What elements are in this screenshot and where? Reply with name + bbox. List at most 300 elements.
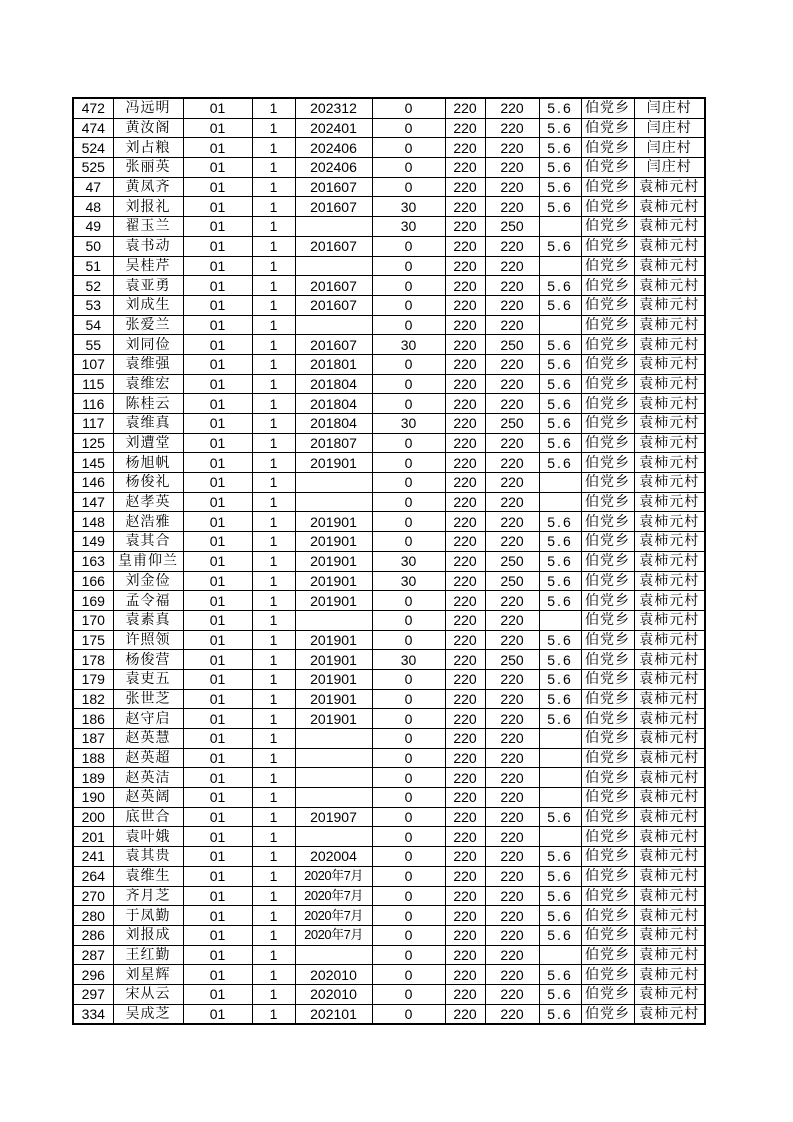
count-cell: 1 xyxy=(252,98,295,118)
date-cell xyxy=(295,256,372,276)
village-cell: 袁柿元村 xyxy=(634,807,705,827)
extra-cell: 0 xyxy=(372,118,445,138)
rate-cell: 5.6 xyxy=(539,650,581,670)
extra-cell: 0 xyxy=(372,984,445,1004)
extra-cell: 0 xyxy=(372,394,445,414)
name-cell: 杨旭帆 xyxy=(113,453,183,473)
table-row xyxy=(73,394,705,414)
township-cell: 伯党乡 xyxy=(581,98,634,118)
code-cell: 01 xyxy=(183,335,252,355)
village-cell: 袁柿元村 xyxy=(634,709,705,729)
village-cell: 闫庄村 xyxy=(634,98,705,118)
count-cell: 1 xyxy=(252,532,295,552)
rate-cell xyxy=(539,827,581,847)
table-row xyxy=(73,925,705,945)
name-cell: 袁其合 xyxy=(113,532,183,552)
count-cell: 1 xyxy=(252,158,295,178)
name-cell: 张丽英 xyxy=(113,158,183,178)
village-cell: 袁柿元村 xyxy=(634,591,705,611)
total-cell: 220 xyxy=(485,197,539,217)
date-cell: 202010 xyxy=(295,984,372,1004)
date-cell: 2020年7月 xyxy=(295,866,372,886)
base-cell: 220 xyxy=(445,118,485,138)
base-cell: 220 xyxy=(445,492,485,512)
code-cell: 01 xyxy=(183,788,252,808)
code-cell: 01 xyxy=(183,669,252,689)
village-cell: 袁柿元村 xyxy=(634,256,705,276)
name-cell: 陈桂云 xyxy=(113,394,183,414)
roster-table xyxy=(72,97,706,1025)
total-cell: 250 xyxy=(485,650,539,670)
total-cell: 220 xyxy=(485,138,539,158)
base-cell: 220 xyxy=(445,433,485,453)
total-cell: 220 xyxy=(485,512,539,532)
name-cell: 袁叶娥 xyxy=(113,827,183,847)
count-cell: 1 xyxy=(252,1004,295,1024)
village-cell: 袁柿元村 xyxy=(634,984,705,1004)
id-cell: 116 xyxy=(73,394,113,414)
extra-cell: 30 xyxy=(372,650,445,670)
table-row xyxy=(73,197,705,217)
count-cell: 1 xyxy=(252,295,295,315)
extra-cell: 0 xyxy=(372,256,445,276)
table-row xyxy=(73,118,705,138)
table-row xyxy=(73,571,705,591)
date-cell xyxy=(295,217,372,237)
id-cell: 182 xyxy=(73,689,113,709)
rate-cell: 5.6 xyxy=(539,1004,581,1024)
table-row xyxy=(73,591,705,611)
date-cell: 201607 xyxy=(295,295,372,315)
base-cell: 220 xyxy=(445,807,485,827)
name-cell: 黄汝阁 xyxy=(113,118,183,138)
base-cell: 220 xyxy=(445,925,485,945)
name-cell: 赵英超 xyxy=(113,748,183,768)
total-cell: 220 xyxy=(485,866,539,886)
total-cell: 220 xyxy=(485,965,539,985)
extra-cell: 30 xyxy=(372,197,445,217)
total-cell: 220 xyxy=(485,158,539,178)
base-cell: 220 xyxy=(445,689,485,709)
table-row xyxy=(73,886,705,906)
total-cell: 220 xyxy=(485,256,539,276)
total-cell: 220 xyxy=(485,689,539,709)
township-cell: 伯党乡 xyxy=(581,866,634,886)
table-row xyxy=(73,965,705,985)
date-cell: 201807 xyxy=(295,433,372,453)
date-cell xyxy=(295,827,372,847)
count-cell: 1 xyxy=(252,925,295,945)
id-cell: 189 xyxy=(73,768,113,788)
village-cell: 袁柿元村 xyxy=(634,866,705,886)
village-cell: 袁柿元村 xyxy=(634,492,705,512)
total-cell: 220 xyxy=(485,433,539,453)
code-cell: 01 xyxy=(183,453,252,473)
extra-cell: 0 xyxy=(372,532,445,552)
rate-cell xyxy=(539,729,581,749)
name-cell: 孟令福 xyxy=(113,591,183,611)
count-cell: 1 xyxy=(252,394,295,414)
rate-cell: 5.6 xyxy=(539,709,581,729)
code-cell: 01 xyxy=(183,1004,252,1024)
township-cell: 伯党乡 xyxy=(581,729,634,749)
base-cell: 220 xyxy=(445,768,485,788)
rate-cell: 5.6 xyxy=(539,847,581,867)
township-cell: 伯党乡 xyxy=(581,177,634,197)
date-cell: 201907 xyxy=(295,807,372,827)
extra-cell: 0 xyxy=(372,374,445,394)
id-cell: 179 xyxy=(73,669,113,689)
village-cell: 袁柿元村 xyxy=(634,197,705,217)
village-cell: 袁柿元村 xyxy=(634,886,705,906)
name-cell: 王红勤 xyxy=(113,945,183,965)
township-cell: 伯党乡 xyxy=(581,669,634,689)
base-cell: 220 xyxy=(445,709,485,729)
count-cell: 1 xyxy=(252,650,295,670)
id-cell: 145 xyxy=(73,453,113,473)
total-cell: 250 xyxy=(485,335,539,355)
code-cell: 01 xyxy=(183,236,252,256)
total-cell: 220 xyxy=(485,1004,539,1024)
code-cell: 01 xyxy=(183,886,252,906)
date-cell: 201607 xyxy=(295,197,372,217)
base-cell: 220 xyxy=(445,217,485,237)
village-cell: 袁柿元村 xyxy=(634,748,705,768)
total-cell: 220 xyxy=(485,374,539,394)
township-cell: 伯党乡 xyxy=(581,807,634,827)
village-cell: 袁柿元村 xyxy=(634,945,705,965)
total-cell: 220 xyxy=(485,709,539,729)
township-cell: 伯党乡 xyxy=(581,532,634,552)
table-row xyxy=(73,669,705,689)
rate-cell: 5.6 xyxy=(539,374,581,394)
total-cell: 220 xyxy=(485,118,539,138)
table-row xyxy=(73,689,705,709)
rate-cell: 5.6 xyxy=(539,925,581,945)
table-row xyxy=(73,866,705,886)
id-cell: 149 xyxy=(73,532,113,552)
village-cell: 袁柿元村 xyxy=(634,650,705,670)
name-cell: 许照领 xyxy=(113,630,183,650)
date-cell: 201801 xyxy=(295,354,372,374)
township-cell: 伯党乡 xyxy=(581,315,634,335)
extra-cell: 0 xyxy=(372,433,445,453)
rate-cell: 5.6 xyxy=(539,965,581,985)
id-cell: 190 xyxy=(73,788,113,808)
rate-cell xyxy=(539,473,581,493)
rate-cell: 5.6 xyxy=(539,236,581,256)
date-cell xyxy=(295,315,372,335)
id-cell: 334 xyxy=(73,1004,113,1024)
base-cell: 220 xyxy=(445,256,485,276)
rate-cell: 5.6 xyxy=(539,551,581,571)
name-cell: 袁维真 xyxy=(113,414,183,434)
extra-cell: 30 xyxy=(372,217,445,237)
extra-cell: 0 xyxy=(372,315,445,335)
rate-cell: 5.6 xyxy=(539,335,581,355)
village-cell: 袁柿元村 xyxy=(634,532,705,552)
code-cell: 01 xyxy=(183,591,252,611)
id-cell: 47 xyxy=(73,177,113,197)
township-cell: 伯党乡 xyxy=(581,1004,634,1024)
code-cell: 01 xyxy=(183,118,252,138)
name-cell: 吴桂芹 xyxy=(113,256,183,276)
name-cell: 袁书动 xyxy=(113,236,183,256)
rate-cell xyxy=(539,256,581,276)
township-cell: 伯党乡 xyxy=(581,414,634,434)
count-cell: 1 xyxy=(252,866,295,886)
extra-cell: 0 xyxy=(372,906,445,926)
extra-cell: 0 xyxy=(372,453,445,473)
name-cell: 张爱兰 xyxy=(113,315,183,335)
id-cell: 270 xyxy=(73,886,113,906)
total-cell: 220 xyxy=(485,453,539,473)
id-cell: 55 xyxy=(73,335,113,355)
id-cell: 54 xyxy=(73,315,113,335)
date-cell xyxy=(295,768,372,788)
id-cell: 200 xyxy=(73,807,113,827)
id-cell: 115 xyxy=(73,374,113,394)
total-cell: 220 xyxy=(485,532,539,552)
date-cell: 201901 xyxy=(295,630,372,650)
village-cell: 袁柿元村 xyxy=(634,847,705,867)
village-cell: 袁柿元村 xyxy=(634,827,705,847)
count-cell: 1 xyxy=(252,118,295,138)
extra-cell: 0 xyxy=(372,886,445,906)
total-cell: 220 xyxy=(485,473,539,493)
table-row xyxy=(73,729,705,749)
table-row xyxy=(73,414,705,434)
code-cell: 01 xyxy=(183,473,252,493)
name-cell: 赵浩雅 xyxy=(113,512,183,532)
id-cell: 188 xyxy=(73,748,113,768)
rate-cell: 5.6 xyxy=(539,276,581,296)
count-cell: 1 xyxy=(252,197,295,217)
code-cell: 01 xyxy=(183,807,252,827)
rate-cell xyxy=(539,610,581,630)
table-row xyxy=(73,748,705,768)
count-cell: 1 xyxy=(252,453,295,473)
total-cell: 220 xyxy=(485,945,539,965)
village-cell: 袁柿元村 xyxy=(634,630,705,650)
date-cell: 201804 xyxy=(295,394,372,414)
rate-cell: 5.6 xyxy=(539,807,581,827)
count-cell: 1 xyxy=(252,630,295,650)
total-cell: 220 xyxy=(485,630,539,650)
township-cell: 伯党乡 xyxy=(581,256,634,276)
table-row xyxy=(73,768,705,788)
name-cell: 张世芝 xyxy=(113,689,183,709)
village-cell: 袁柿元村 xyxy=(634,374,705,394)
code-cell: 01 xyxy=(183,197,252,217)
code-cell: 01 xyxy=(183,374,252,394)
total-cell: 220 xyxy=(485,827,539,847)
table-row xyxy=(73,473,705,493)
township-cell: 伯党乡 xyxy=(581,886,634,906)
total-cell: 220 xyxy=(485,984,539,1004)
date-cell: 201901 xyxy=(295,591,372,611)
total-cell: 220 xyxy=(485,847,539,867)
name-cell: 袁吏五 xyxy=(113,669,183,689)
total-cell: 220 xyxy=(485,886,539,906)
base-cell: 220 xyxy=(445,650,485,670)
code-cell: 01 xyxy=(183,866,252,886)
township-cell: 伯党乡 xyxy=(581,827,634,847)
name-cell: 吴成芝 xyxy=(113,1004,183,1024)
id-cell: 52 xyxy=(73,276,113,296)
village-cell: 袁柿元村 xyxy=(634,768,705,788)
table-row xyxy=(73,256,705,276)
extra-cell: 30 xyxy=(372,335,445,355)
total-cell: 220 xyxy=(485,236,539,256)
township-cell: 伯党乡 xyxy=(581,158,634,178)
township-cell: 伯党乡 xyxy=(581,335,634,355)
id-cell: 48 xyxy=(73,197,113,217)
code-cell: 01 xyxy=(183,610,252,630)
rate-cell: 5.6 xyxy=(539,394,581,414)
code-cell: 01 xyxy=(183,768,252,788)
extra-cell: 0 xyxy=(372,591,445,611)
code-cell: 01 xyxy=(183,512,252,532)
count-cell: 1 xyxy=(252,847,295,867)
township-cell: 伯党乡 xyxy=(581,571,634,591)
table-row xyxy=(73,335,705,355)
base-cell: 220 xyxy=(445,1004,485,1024)
extra-cell: 0 xyxy=(372,158,445,178)
date-cell xyxy=(295,492,372,512)
village-cell: 袁柿元村 xyxy=(634,729,705,749)
rate-cell xyxy=(539,217,581,237)
table-row xyxy=(73,177,705,197)
code-cell: 01 xyxy=(183,906,252,926)
base-cell: 220 xyxy=(445,335,485,355)
date-cell: 202101 xyxy=(295,1004,372,1024)
id-cell: 175 xyxy=(73,630,113,650)
township-cell: 伯党乡 xyxy=(581,965,634,985)
code-cell: 01 xyxy=(183,98,252,118)
name-cell: 宋从云 xyxy=(113,984,183,1004)
name-cell: 赵英洁 xyxy=(113,768,183,788)
id-cell: 178 xyxy=(73,650,113,670)
code-cell: 01 xyxy=(183,709,252,729)
rate-cell: 5.6 xyxy=(539,354,581,374)
township-cell: 伯党乡 xyxy=(581,453,634,473)
village-cell: 袁柿元村 xyxy=(634,354,705,374)
rate-cell: 5.6 xyxy=(539,177,581,197)
id-cell: 53 xyxy=(73,295,113,315)
extra-cell: 0 xyxy=(372,473,445,493)
township-cell: 伯党乡 xyxy=(581,689,634,709)
extra-cell: 0 xyxy=(372,768,445,788)
village-cell: 袁柿元村 xyxy=(634,610,705,630)
id-cell: 201 xyxy=(73,827,113,847)
township-cell: 伯党乡 xyxy=(581,945,634,965)
code-cell: 01 xyxy=(183,315,252,335)
code-cell: 01 xyxy=(183,729,252,749)
township-cell: 伯党乡 xyxy=(581,374,634,394)
id-cell: 49 xyxy=(73,217,113,237)
township-cell: 伯党乡 xyxy=(581,236,634,256)
id-cell: 296 xyxy=(73,965,113,985)
township-cell: 伯党乡 xyxy=(581,394,634,414)
township-cell: 伯党乡 xyxy=(581,354,634,374)
count-cell: 1 xyxy=(252,906,295,926)
name-cell: 赵英阔 xyxy=(113,788,183,808)
village-cell: 袁柿元村 xyxy=(634,276,705,296)
extra-cell: 0 xyxy=(372,98,445,118)
id-cell: 147 xyxy=(73,492,113,512)
village-cell: 闫庄村 xyxy=(634,138,705,158)
total-cell: 220 xyxy=(485,906,539,926)
extra-cell: 0 xyxy=(372,492,445,512)
date-cell: 202401 xyxy=(295,118,372,138)
name-cell: 杨俊营 xyxy=(113,650,183,670)
table-row xyxy=(73,295,705,315)
township-cell: 伯党乡 xyxy=(581,551,634,571)
date-cell: 202406 xyxy=(295,158,372,178)
count-cell: 1 xyxy=(252,709,295,729)
extra-cell: 0 xyxy=(372,729,445,749)
rate-cell: 5.6 xyxy=(539,158,581,178)
name-cell: 袁亚勇 xyxy=(113,276,183,296)
table-row xyxy=(73,630,705,650)
base-cell: 220 xyxy=(445,551,485,571)
base-cell: 220 xyxy=(445,414,485,434)
count-cell: 1 xyxy=(252,276,295,296)
township-cell: 伯党乡 xyxy=(581,295,634,315)
township-cell: 伯党乡 xyxy=(581,768,634,788)
rate-cell xyxy=(539,788,581,808)
total-cell: 220 xyxy=(485,98,539,118)
extra-cell: 30 xyxy=(372,571,445,591)
table-row xyxy=(73,551,705,571)
count-cell: 1 xyxy=(252,374,295,394)
base-cell: 220 xyxy=(445,374,485,394)
id-cell: 186 xyxy=(73,709,113,729)
base-cell: 220 xyxy=(445,138,485,158)
name-cell: 刘占粮 xyxy=(113,138,183,158)
extra-cell: 0 xyxy=(372,925,445,945)
township-cell: 伯党乡 xyxy=(581,138,634,158)
township-cell: 伯党乡 xyxy=(581,906,634,926)
table-row xyxy=(73,354,705,374)
rate-cell: 5.6 xyxy=(539,669,581,689)
extra-cell: 30 xyxy=(372,414,445,434)
total-cell: 250 xyxy=(485,414,539,434)
id-cell: 241 xyxy=(73,847,113,867)
id-cell: 280 xyxy=(73,906,113,926)
count-cell: 1 xyxy=(252,768,295,788)
extra-cell: 0 xyxy=(372,965,445,985)
count-cell: 1 xyxy=(252,571,295,591)
code-cell: 01 xyxy=(183,276,252,296)
id-cell: 474 xyxy=(73,118,113,138)
count-cell: 1 xyxy=(252,256,295,276)
base-cell: 220 xyxy=(445,610,485,630)
code-cell: 01 xyxy=(183,748,252,768)
base-cell: 220 xyxy=(445,788,485,808)
date-cell: 2020年7月 xyxy=(295,886,372,906)
date-cell: 201607 xyxy=(295,236,372,256)
total-cell: 220 xyxy=(485,729,539,749)
extra-cell: 0 xyxy=(372,138,445,158)
count-cell: 1 xyxy=(252,610,295,630)
township-cell: 伯党乡 xyxy=(581,650,634,670)
id-cell: 472 xyxy=(73,98,113,118)
extra-cell: 0 xyxy=(372,847,445,867)
total-cell: 250 xyxy=(485,217,539,237)
base-cell: 220 xyxy=(445,473,485,493)
